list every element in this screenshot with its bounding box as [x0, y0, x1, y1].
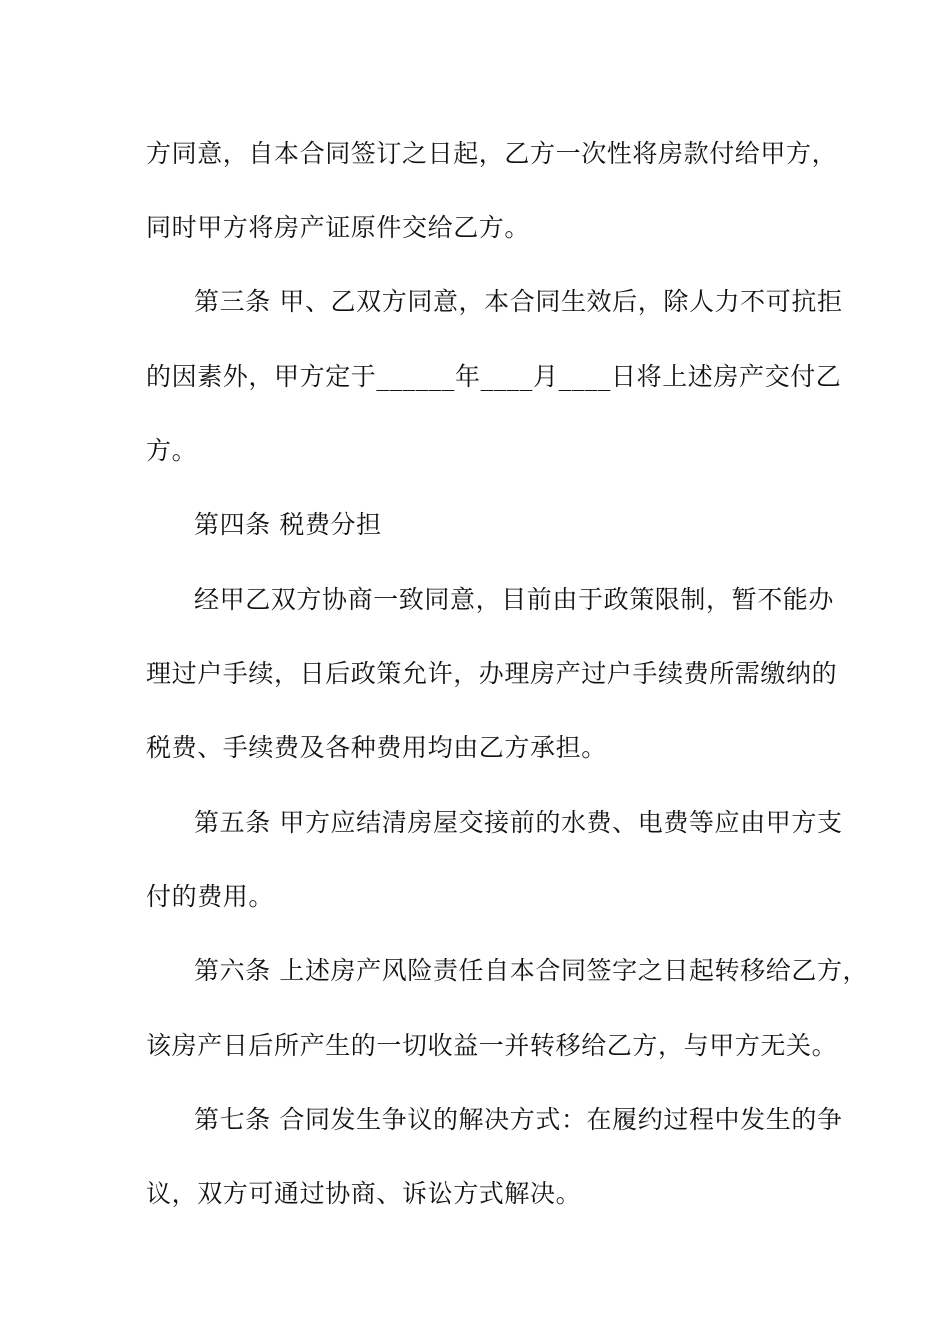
paragraph-line: 税费、手续费及各种费用均由乙方承担。 [146, 733, 607, 762]
article-3-line: 第三条 甲、乙双方同意，本合同生效后，除人力不可抗拒 [194, 287, 843, 316]
article-4-heading: 第四条 税费分担 [194, 510, 382, 539]
paragraph-line: 同时甲方将房产证原件交给乙方。 [146, 213, 531, 242]
paragraph-line: 付的费用。 [146, 882, 275, 911]
paragraph-line: 方。 [146, 436, 198, 465]
article-7-line: 第七条 合同发生争议的解决方式：在履约过程中发生的争 [194, 1105, 843, 1134]
paragraph-line: 的因素外，甲方定于______年____月____日将上述房产交付乙 [146, 362, 842, 391]
article-5-line: 第五条 甲方应结清房屋交接前的水费、电费等应由甲方支 [194, 808, 843, 837]
paragraph-line: 经甲乙双方协商一致同意，目前由于政策限制，暂不能办 [194, 585, 835, 614]
paragraph-line: 议，双方可通过协商、诉讼方式解决。 [146, 1179, 582, 1208]
article-6-line: 第六条 上述房产风险责任自本合同签字之日起转移给乙方， [194, 956, 869, 985]
paragraph-line: 方同意，自本合同签订之日起，乙方一次性将房款付给甲方， [146, 139, 838, 168]
paragraph-line: 该房产日后所产生的一切收益一并转移给乙方，与甲方无关。 [146, 1031, 838, 1060]
paragraph-line: 理过户手续，日后政策允许，办理房产过户手续费所需缴纳的 [146, 659, 838, 688]
